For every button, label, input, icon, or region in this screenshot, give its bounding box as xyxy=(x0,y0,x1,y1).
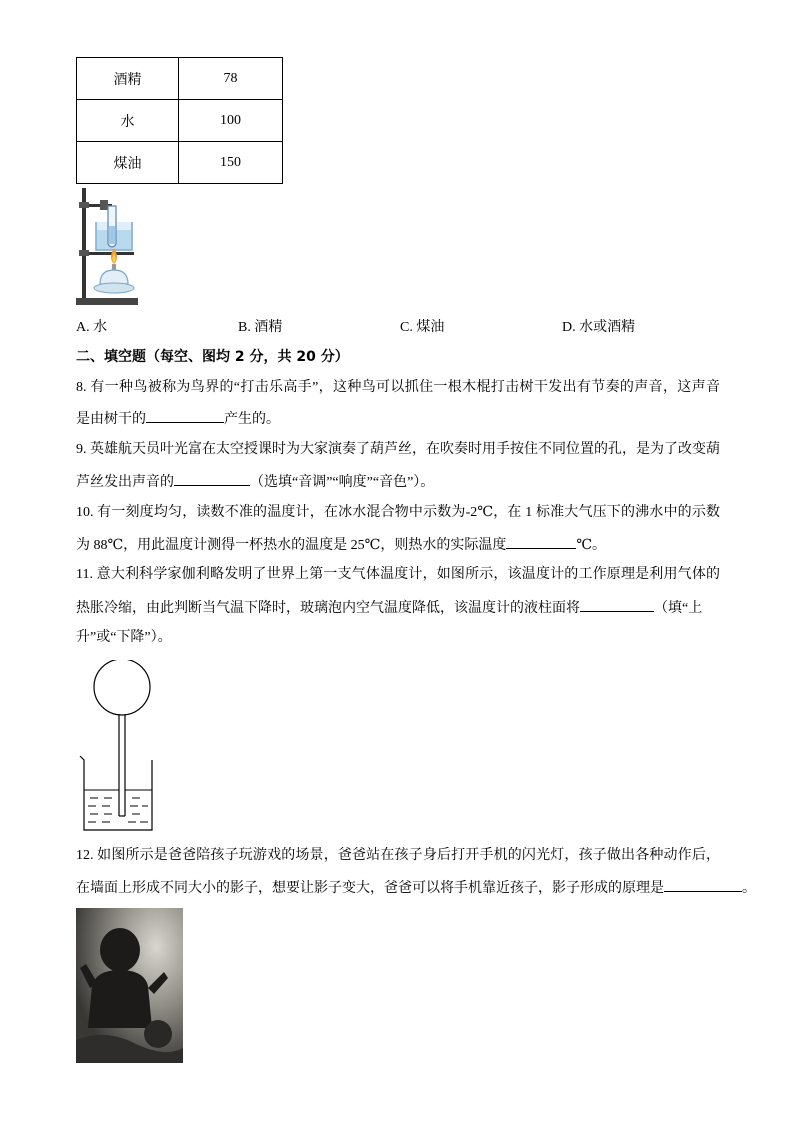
gas-thermometer-figure xyxy=(76,660,158,834)
q10-line2 xyxy=(76,534,606,556)
table-cell-name: 煤油 xyxy=(77,142,179,184)
q11-line3: 升”或“下降”）。 xyxy=(76,630,172,645)
table-cell-name: 酒精 xyxy=(77,58,179,100)
table-row xyxy=(77,100,283,142)
q9-text-a: 芦丝发出声音的 xyxy=(76,475,174,490)
option-text: 酒精 xyxy=(254,320,283,335)
table-cell-value: 78 xyxy=(179,58,283,100)
q10-text-b: ℃。 xyxy=(576,538,606,553)
q12-line2 xyxy=(76,877,756,899)
q8-text-a: 是由树干的 xyxy=(76,412,146,427)
table-cell-name: 水 xyxy=(77,100,179,142)
option-b xyxy=(238,316,282,336)
boiling-point-table xyxy=(76,57,283,184)
q9-line2 xyxy=(76,471,434,493)
answer-blank[interactable] xyxy=(664,877,742,892)
q12-line1: 12. 如图所示是爸爸陪孩子玩游戏的场景，爸爸站在孩子身后打开手机的闪光灯，孩子做出各种动作后， xyxy=(76,848,720,863)
q8-text-b: 产生的。 xyxy=(224,412,280,427)
table-row xyxy=(77,142,283,184)
table-cell-value: 100 xyxy=(179,100,283,142)
q9-line1: 9. 英雄航天员叶光富在太空授课时为大家演奏了葫芦丝，在吹奏时用手按住不同位置的孔，是为了改变葫 xyxy=(76,442,720,457)
q11-line1: 11. 意大利科学家伽利略发明了世界上第一支气体温度计，如图所示，该温度计的工作原理是利用气体的 xyxy=(76,567,720,582)
q9-text-b: （选填“音调”“响度”“音色”）。 xyxy=(250,475,435,490)
option-c xyxy=(400,316,444,336)
q8-line2 xyxy=(76,408,280,430)
table-row xyxy=(77,58,283,100)
option-text: 煤油 xyxy=(416,320,445,335)
option-text: 水或酒精 xyxy=(579,320,636,335)
q11-text-a: 热胀冷缩，由此判断当气温下降时，玻璃泡内空气温度降低，该温度计的液柱面将 xyxy=(76,601,580,616)
answer-blank[interactable] xyxy=(146,408,224,423)
q10-line1: 10. 有一刻度均匀，读数不准的温度计，在冰水混合物中示数为-2℃，在 1 标准大气压下的沸水中的示数 xyxy=(76,505,720,520)
option-letter: A. xyxy=(76,320,90,335)
option-letter: B. xyxy=(238,320,251,335)
option-d xyxy=(562,316,635,336)
q12-text-b: 。 xyxy=(742,881,756,896)
q11-text-b: （填“上 xyxy=(654,601,703,616)
option-a xyxy=(76,316,107,336)
q10-text-a: 为 88℃，用此温度计测得一杯热水的温度是 25℃，则热水的实际温度 xyxy=(76,538,507,553)
answer-blank[interactable] xyxy=(506,534,576,549)
heating-apparatus-figure xyxy=(74,186,140,308)
answer-blank[interactable] xyxy=(174,471,250,486)
shadow-photo xyxy=(76,908,183,1063)
option-letter: D. xyxy=(562,320,576,335)
section-heading: 二、填空题（每空、图均 2 分，共 20 分） xyxy=(76,349,349,365)
answer-blank[interactable] xyxy=(580,597,654,612)
q8-line1: 8. 有一种鸟被称为鸟界的“打击乐高手”，这种鸟可以抓住一根木棍打击树干发出有节奏的声音，这声音 xyxy=(76,380,720,395)
q12-text-a: 在墙面上形成不同大小的影子，想要让影子变大，爸爸可以将手机靠近孩子，影子形成的原理是 xyxy=(76,881,664,896)
option-text: 水 xyxy=(93,320,108,335)
q11-line2 xyxy=(76,597,702,619)
option-letter: C. xyxy=(400,320,413,335)
table-cell-value: 150 xyxy=(179,142,283,184)
